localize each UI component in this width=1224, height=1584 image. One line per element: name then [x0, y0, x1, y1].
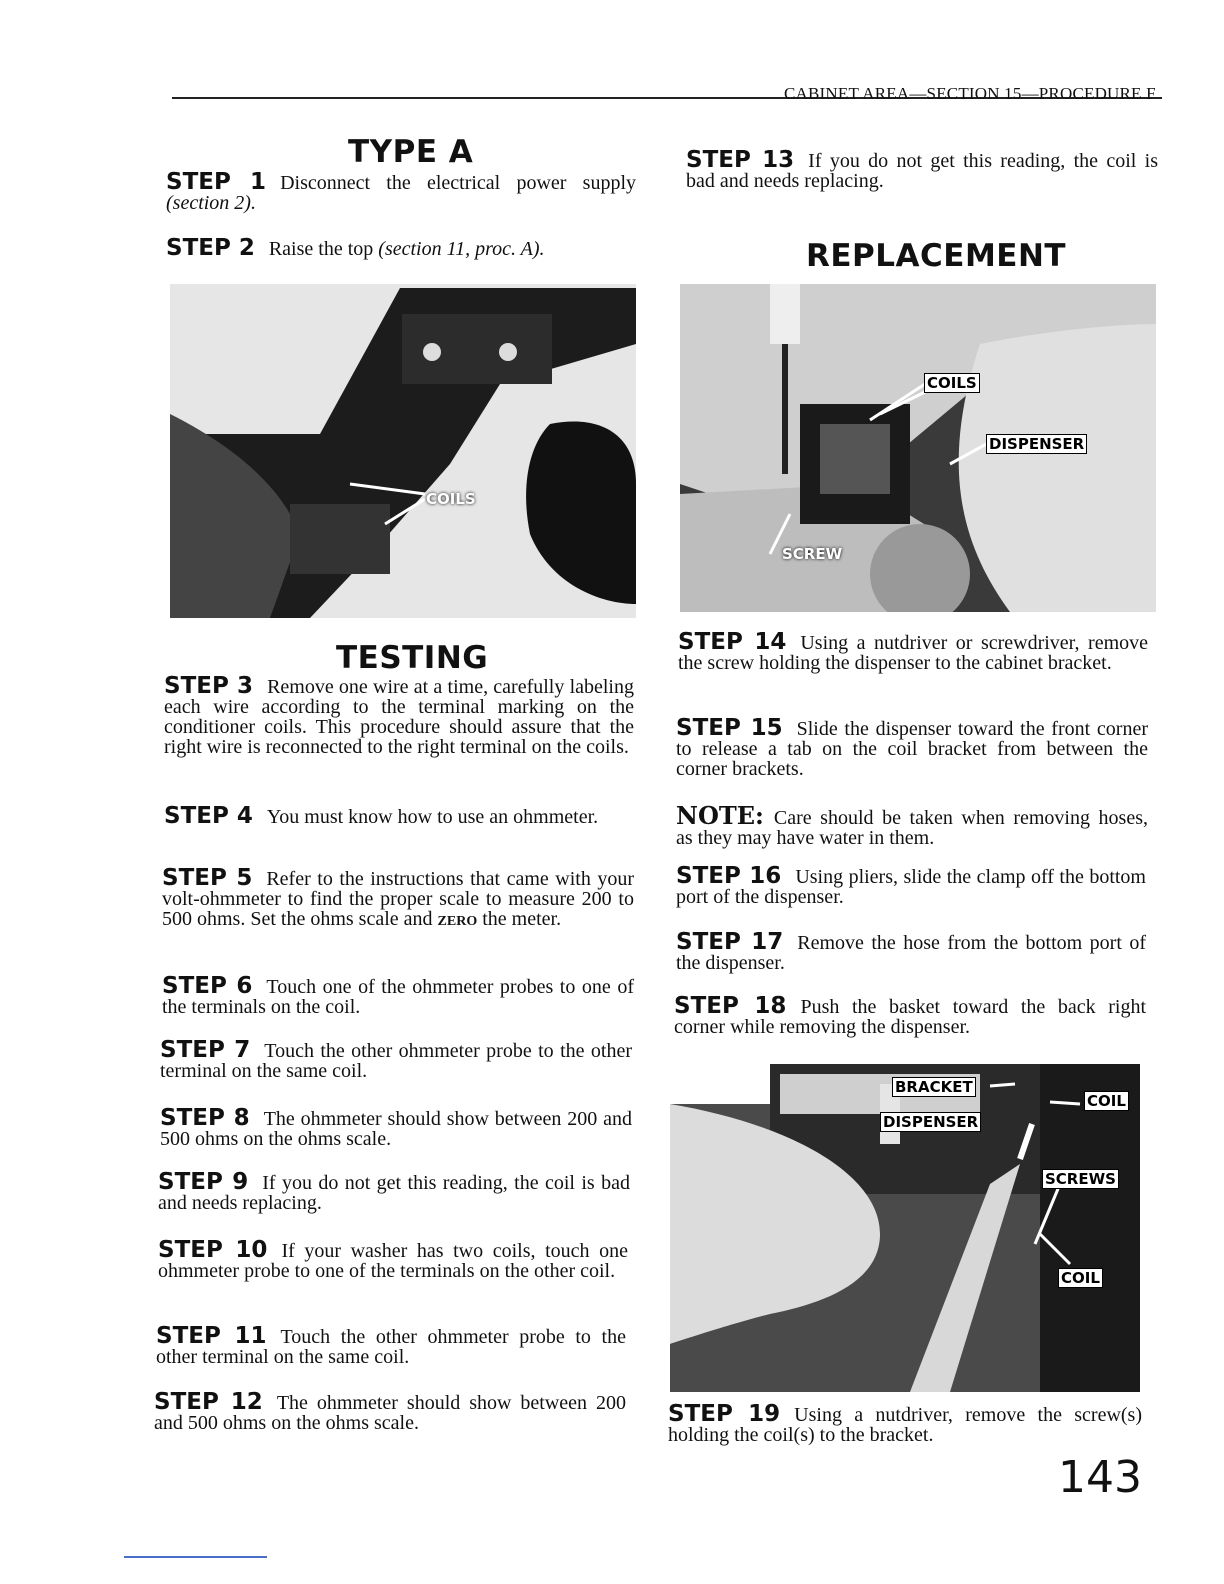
step-2 — [166, 235, 636, 261]
step-text: If you do not get this reading, the coil is bad and needs replacing. — [686, 150, 1158, 192]
step-5 — [162, 865, 634, 932]
step-label: STEP 2 — [166, 235, 255, 261]
callout-dispenser: DISPENSER — [986, 434, 1087, 454]
step-text: Using a nutdriver, remove the screw(s) holding the coil(s) to the bracket. — [668, 1404, 1142, 1446]
type-a-heading: TYPE A — [348, 134, 474, 170]
step-label: STEP 19 — [668, 1401, 781, 1427]
callout-dispenser: DISPENSER — [880, 1112, 981, 1132]
step-text: You must know how to use an ohmmeter. — [266, 806, 599, 828]
step-label: STEP 12 — [154, 1389, 263, 1415]
step-label: STEP 6 — [162, 973, 253, 999]
step-14 — [678, 629, 1148, 674]
step-text: Using a nutdriver or screwdriver, remove the screw holding the dispenser to the cabinet bracket. — [678, 632, 1148, 674]
step-text: Push the basket toward the back right corner while removing the dispenser. — [674, 996, 1147, 1038]
photo-dispenser — [680, 284, 1156, 612]
callout-coil-top: COIL — [1084, 1091, 1129, 1111]
step-ref: (section 11, proc. A). — [378, 238, 545, 260]
step-text: Disconnect the electrical power supply — [280, 172, 636, 194]
step-18 — [674, 993, 1147, 1038]
step-text: Refer to the instructions that came with your volt-ohmmeter to find the proper scale to measure 200 to 500 ohms. Set the ohms scale and — [162, 868, 634, 930]
step-4 — [164, 803, 634, 829]
step-label: STEP 13 — [686, 147, 795, 173]
photo-coil-bracket — [670, 1064, 1140, 1392]
step-label: STEP 1 — [166, 169, 267, 195]
step-text-end: the meter. — [482, 908, 562, 930]
step-label: STEP 4 — [164, 803, 253, 829]
step-label: STEP 11 — [156, 1323, 267, 1349]
step-text: The ohmmeter should show between 200 and 500 ohms on the ohms scale. — [154, 1392, 627, 1434]
step-label: STEP 8 — [160, 1105, 250, 1131]
step-1 — [166, 169, 636, 214]
photo-coils-illustration — [170, 284, 636, 618]
step-label: STEP 7 — [160, 1037, 251, 1063]
step-text: Remove one wire at a time, carefully labeling each wire according to the terminal marking on the conditioner coils. This procedure should assure that the right wire is reconnected to the right terminal on the coils. — [164, 676, 634, 758]
callout-screws: SCREWS — [1042, 1169, 1119, 1189]
step-13 — [686, 147, 1158, 192]
note — [676, 801, 1148, 849]
step-11 — [156, 1323, 626, 1368]
note-text: Care should be taken when removing hoses, as they may have water in them. — [676, 807, 1148, 849]
step-16 — [676, 863, 1146, 908]
step-label: STEP 3 — [164, 673, 254, 699]
step-10 — [158, 1237, 628, 1282]
step-text: Touch the other ohmmeter probe to the other terminal on the same coil. — [160, 1040, 632, 1082]
step-12 — [154, 1389, 627, 1434]
step-6 — [162, 973, 634, 1018]
step-label: STEP 14 — [678, 629, 787, 655]
step-15 — [676, 715, 1148, 780]
step-label: STEP 17 — [676, 929, 784, 955]
step-text: The ohmmeter should show between 200 and 500 ohms on the ohms scale. — [160, 1108, 632, 1150]
step-text: Touch one of the ohmmeter probes to one of the terminals on the coil. — [162, 976, 634, 1018]
callout-coils: COILS — [924, 373, 980, 393]
running-header: CABINET AREA—SECTION 15—PROCEDURE F — [784, 84, 1156, 103]
callout-coils: COILS — [426, 490, 476, 508]
step-text: Touch the other ohmmeter probe to the other terminal on the same coil. — [156, 1326, 626, 1368]
step-7 — [160, 1037, 632, 1082]
zero-keyword: ZERO — [437, 914, 478, 929]
step-label: STEP 9 — [158, 1169, 249, 1195]
step-label: STEP 10 — [158, 1237, 268, 1263]
step-text: Using pliers, slide the clamp off the bottom port of the dispenser. — [676, 866, 1146, 908]
step-9 — [158, 1169, 630, 1214]
step-3 — [164, 673, 634, 758]
callout-bracket: BRACKET — [892, 1077, 976, 1097]
step-19 — [668, 1401, 1142, 1446]
step-ref: (section 2). — [166, 192, 256, 214]
testing-heading: TESTING — [336, 640, 489, 676]
step-text: If you do not get this reading, the coil is bad and needs replacing. — [158, 1172, 630, 1214]
step-label: STEP 18 — [674, 993, 787, 1019]
page-number: 143 — [1058, 1452, 1142, 1503]
step-label: STEP 15 — [676, 715, 783, 741]
step-text: If your washer has two coils, touch one ohmmeter probe to one of the terminals on the other coil. — [158, 1240, 628, 1282]
callout-coil-bottom: COIL — [1058, 1268, 1103, 1288]
step-label: STEP 16 — [676, 863, 782, 889]
footer-line — [124, 1556, 267, 1558]
step-text: Remove the hose from the bottom port of the dispenser. — [676, 932, 1146, 974]
replacement-heading: REPLACEMENT — [806, 238, 1067, 274]
step-label: STEP 5 — [162, 865, 253, 891]
step-text: Raise the top — [268, 238, 374, 260]
step-text: Slide the dispenser toward the front corner to release a tab on the coil bracket from between the corner brackets. — [676, 718, 1148, 780]
step-8 — [160, 1105, 632, 1150]
note-label: NOTE: — [676, 801, 764, 830]
callout-screw: SCREW — [782, 545, 843, 563]
photo-coils-testing — [170, 284, 636, 618]
step-17 — [676, 929, 1146, 974]
